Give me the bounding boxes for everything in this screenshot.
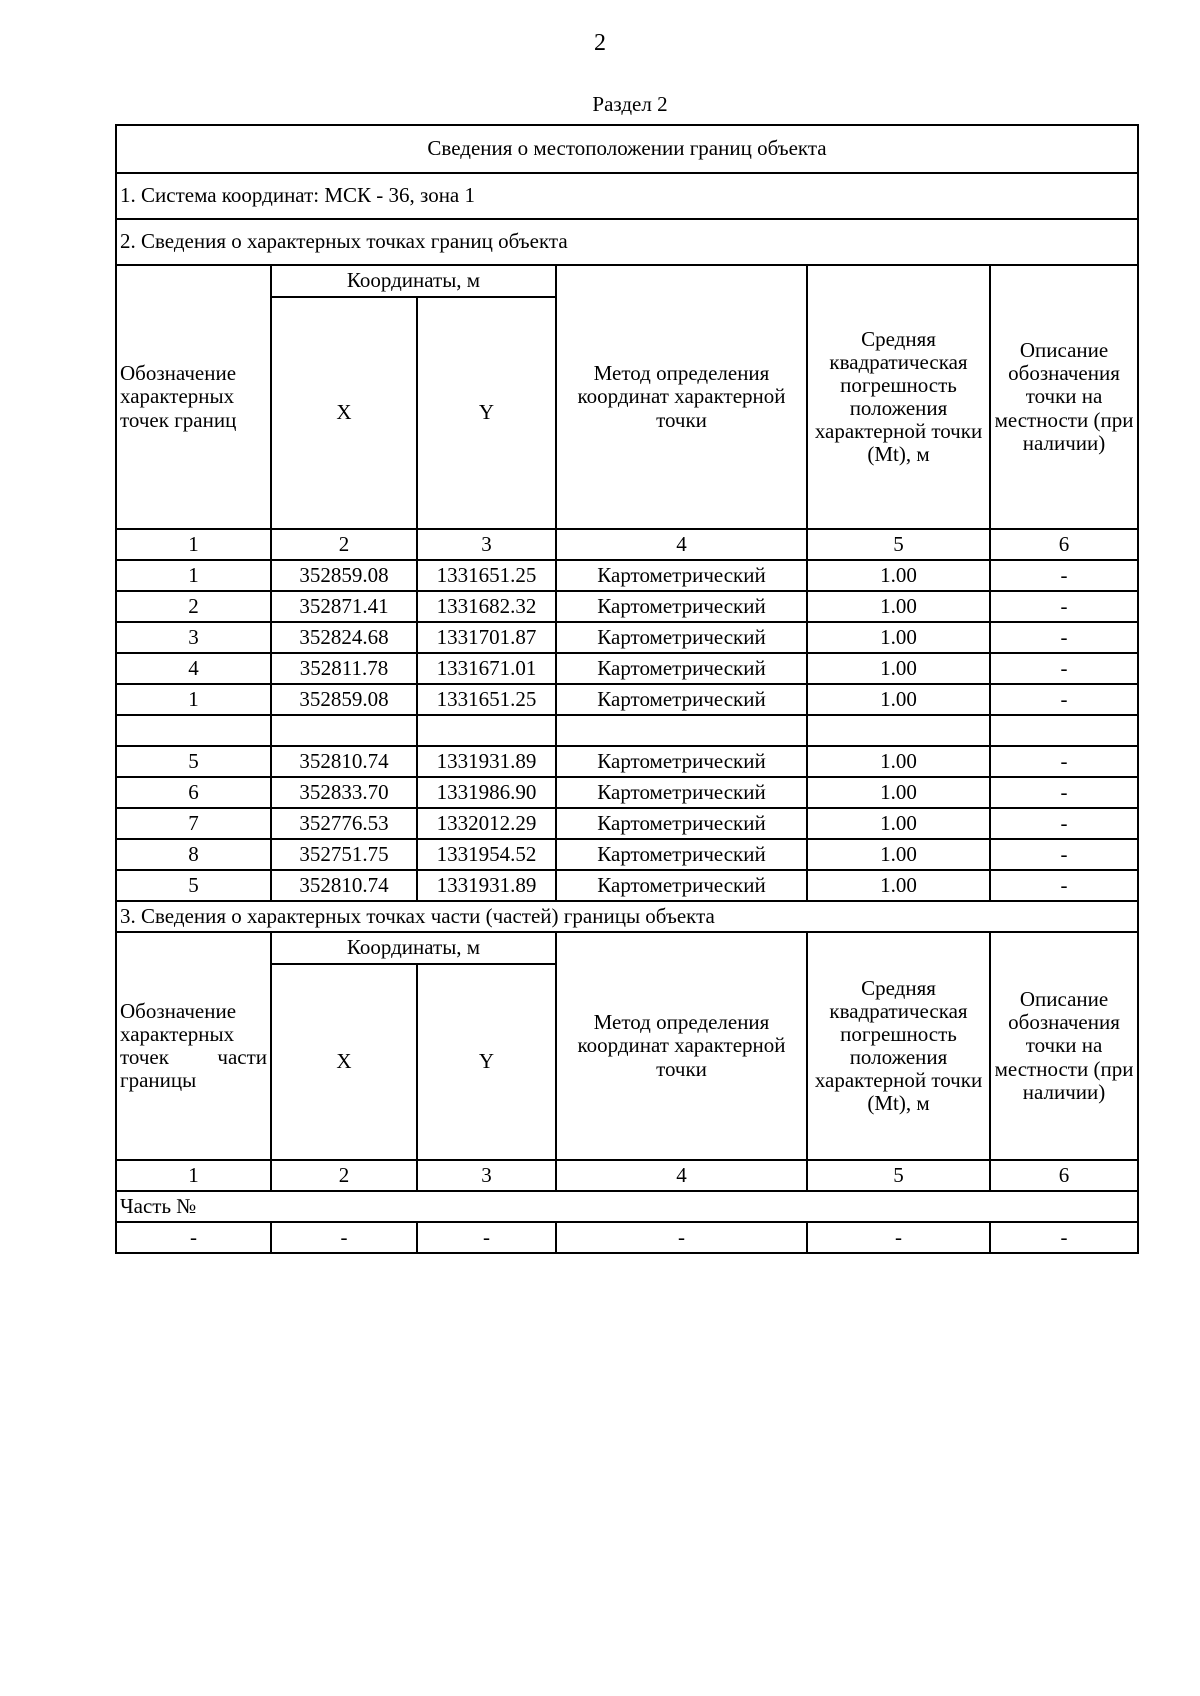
- point-number: 7: [116, 808, 271, 839]
- point-number: 8: [116, 839, 271, 870]
- description-cell: [990, 715, 1138, 746]
- coord-y: 1331651.25: [417, 684, 556, 715]
- error-cell: 1.00: [807, 684, 990, 715]
- point-number: 2: [116, 591, 271, 622]
- coord-y: 1331931.89: [417, 870, 556, 901]
- column-number: 2: [271, 529, 417, 560]
- error-cell: 1.00: [807, 653, 990, 684]
- part-header-x: X: [271, 964, 417, 1160]
- error-cell: 1.00: [807, 870, 990, 901]
- description-cell: -: [990, 777, 1138, 808]
- section-title: Раздел 2: [592, 92, 668, 116]
- error-cell: [807, 715, 990, 746]
- column-number: 5: [807, 529, 990, 560]
- header-error: Средняя квадратическая погрешность положения характерной точки (Mt), м: [807, 265, 990, 529]
- table-row: [116, 839, 1138, 870]
- point-number: -: [116, 1222, 271, 1253]
- coord-y: 1331671.01: [417, 653, 556, 684]
- point-number: 5: [116, 746, 271, 777]
- coord-y: [417, 715, 556, 746]
- coord-x: 352859.08: [271, 684, 417, 715]
- header-coordinates: Координаты, м: [271, 265, 556, 297]
- point-number: [116, 715, 271, 746]
- method-cell: Картометрический: [556, 684, 807, 715]
- column-number: 3: [417, 529, 556, 560]
- column-number: 5: [807, 1160, 990, 1191]
- method-cell: Картометрический: [556, 870, 807, 901]
- table-row: [116, 746, 1138, 777]
- table-row: [116, 1222, 1138, 1253]
- coord-x: 352776.53: [271, 808, 417, 839]
- header-x: X: [271, 297, 417, 529]
- column-number: 4: [556, 1160, 807, 1191]
- description-cell: -: [990, 622, 1138, 653]
- column-number: 6: [990, 1160, 1138, 1191]
- coord-y: 1331931.89: [417, 746, 556, 777]
- description-cell: -: [990, 560, 1138, 591]
- part-points-title: 3. Сведения о характерных точках части (частей) границы объекта: [116, 901, 1138, 932]
- coord-y: 1332012.29: [417, 808, 556, 839]
- column-number: 3: [417, 1160, 556, 1191]
- coord-y: -: [417, 1222, 556, 1253]
- method-cell: Картометрический: [556, 591, 807, 622]
- coord-x: [271, 715, 417, 746]
- page-number: 2: [594, 30, 606, 56]
- part-header-y: Y: [417, 964, 556, 1160]
- column-number: 6: [990, 529, 1138, 560]
- table-row: [116, 715, 1138, 746]
- table-title: Сведения о местоположении границ объекта: [116, 125, 1138, 173]
- error-cell: 1.00: [807, 591, 990, 622]
- error-cell: 1.00: [807, 808, 990, 839]
- column-number: 1: [116, 1160, 271, 1191]
- point-number: 1: [116, 560, 271, 591]
- coord-y: 1331954.52: [417, 839, 556, 870]
- part-header-coordinates: Координаты, м: [271, 932, 556, 964]
- table-row: [116, 622, 1138, 653]
- boundary-table: [115, 124, 1139, 1254]
- description-cell: -: [990, 653, 1138, 684]
- header-method: Метод определения координат характерной точки: [556, 265, 807, 529]
- table-row: [116, 870, 1138, 901]
- point-number: 3: [116, 622, 271, 653]
- coord-x: 352810.74: [271, 746, 417, 777]
- error-cell: 1.00: [807, 777, 990, 808]
- coord-x: 352833.70: [271, 777, 417, 808]
- coord-y: 1331682.32: [417, 591, 556, 622]
- point-number: 6: [116, 777, 271, 808]
- method-cell: Картометрический: [556, 560, 807, 591]
- description-cell: -: [990, 746, 1138, 777]
- part-header-description: Описание обозначения точки на местности (при наличии): [990, 932, 1138, 1160]
- table-row: [116, 591, 1138, 622]
- method-cell: Картометрический: [556, 653, 807, 684]
- column-number: 2: [271, 1160, 417, 1191]
- column-number: 1: [116, 529, 271, 560]
- description-cell: -: [990, 684, 1138, 715]
- description-cell: -: [990, 1222, 1138, 1253]
- description-cell: -: [990, 591, 1138, 622]
- part-label: Часть №: [116, 1191, 1138, 1222]
- coord-y: 1331986.90: [417, 777, 556, 808]
- table-row: [116, 684, 1138, 715]
- boundary-points-title: 2. Сведения о характерных точках границ объекта: [116, 219, 1138, 265]
- table-row: [116, 777, 1138, 808]
- coord-x: -: [271, 1222, 417, 1253]
- part-column-numbers-row: [116, 1160, 1138, 1191]
- part-header-method: Метод определения координат характерной точки: [556, 932, 807, 1160]
- point-number: 5: [116, 870, 271, 901]
- coord-x: 352810.74: [271, 870, 417, 901]
- method-cell: Картометрический: [556, 839, 807, 870]
- description-cell: -: [990, 839, 1138, 870]
- description-cell: -: [990, 870, 1138, 901]
- coord-x: 352811.78: [271, 653, 417, 684]
- coord-y: 1331651.25: [417, 560, 556, 591]
- coord-x: 352871.41: [271, 591, 417, 622]
- error-cell: 1.00: [807, 560, 990, 591]
- error-cell: 1.00: [807, 622, 990, 653]
- coord-x: 352859.08: [271, 560, 417, 591]
- coord-x: 352751.75: [271, 839, 417, 870]
- method-cell: Картометрический: [556, 746, 807, 777]
- method-cell: Картометрический: [556, 808, 807, 839]
- table-row: [116, 560, 1138, 591]
- part-header-error: Средняя квадратическая погрешность положения характерной точки (Mt), м: [807, 932, 990, 1160]
- method-cell: [556, 715, 807, 746]
- error-cell: -: [807, 1222, 990, 1253]
- part-header-designation: Обозначение характерных точек части границы: [116, 932, 271, 1160]
- coord-x: 352824.68: [271, 622, 417, 653]
- column-numbers-row: [116, 529, 1138, 560]
- coord-y: 1331701.87: [417, 622, 556, 653]
- column-number: 4: [556, 529, 807, 560]
- header-description: Описание обозначения точки на местности (при наличии): [990, 265, 1138, 529]
- table-row: [116, 653, 1138, 684]
- method-cell: -: [556, 1222, 807, 1253]
- description-cell: -: [990, 808, 1138, 839]
- method-cell: Картометрический: [556, 777, 807, 808]
- point-number: 1: [116, 684, 271, 715]
- method-cell: Картометрический: [556, 622, 807, 653]
- header-designation: Обозначение характерных точек границ: [116, 265, 271, 529]
- coord-system-row: 1. Система координат: МСК - 36, зона 1: [116, 173, 1138, 219]
- error-cell: 1.00: [807, 839, 990, 870]
- header-y: Y: [417, 297, 556, 529]
- point-number: 4: [116, 653, 271, 684]
- error-cell: 1.00: [807, 746, 990, 777]
- table-row: [116, 808, 1138, 839]
